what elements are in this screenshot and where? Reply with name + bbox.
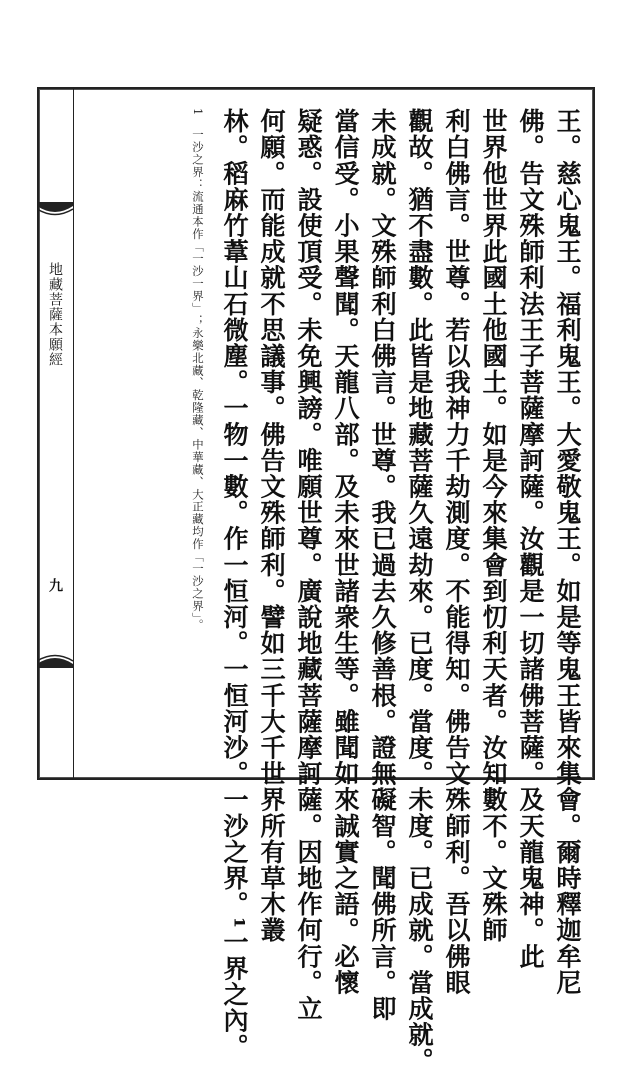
text-column-1: 王。慈心鬼王。福利鬼王。大愛敬鬼王。如是等鬼王皆來集會。爾時釋迦牟尼	[553, 108, 583, 996]
text-column-7: 當信受。小果聲聞。天龍八部。及未來世諸衆生等。雖聞如來誠實之語。必懷	[331, 108, 361, 996]
book-title: 地藏菩薩本願經	[47, 262, 63, 367]
text-column-5: 觀故。猶不盡數。此皆是地藏菩薩久遠劫來。已度。當度。未度。已成就。當成就。	[405, 108, 435, 1074]
text-column-2: 佛。告文殊師利法王子菩薩摩訶薩。汝觀是一切諸佛菩薩。及天龍鬼神。此	[516, 108, 546, 970]
fishtail-ornament-top	[37, 202, 73, 216]
text-column-3: 世界他世界此國土他國土。如是今來集會到忉利天者。汝知數不。文殊師	[479, 108, 509, 944]
text-column-10: 林。稻麻竹葦山石微塵。一物一數。作一恒河。一恒河沙。一沙之界。¹一界之內。	[220, 108, 250, 1060]
text-column-9: 何願。而能成就不思議事。佛告文殊師利。譬如三千大千世界所有草木叢	[257, 108, 287, 944]
page-number: 九	[47, 578, 63, 592]
fishtail-ornament-bottom	[37, 654, 73, 668]
text-column-6: 未成就。文殊師利白佛言。世尊。我已過去久修善根。證無礙智。聞佛所言。即	[368, 108, 398, 1022]
footnote: 1 一沙之界：流通本作「一沙一界」；永樂北藏、乾隆藏、中華藏、大正藏均作「一沙之界」。	[191, 108, 205, 632]
text-column-4: 利白佛言。世尊。若以我神力千劫測度。不能得知。佛告文殊師利。吾以佛眼	[442, 108, 472, 996]
spine-divider	[73, 87, 74, 780]
main-text-area	[84, 108, 584, 1074]
text-column-8: 疑惑。設使頂受。未免興謗。唯願世尊。廣說地藏菩薩摩訶薩。因地作何行。立	[294, 108, 324, 1022]
